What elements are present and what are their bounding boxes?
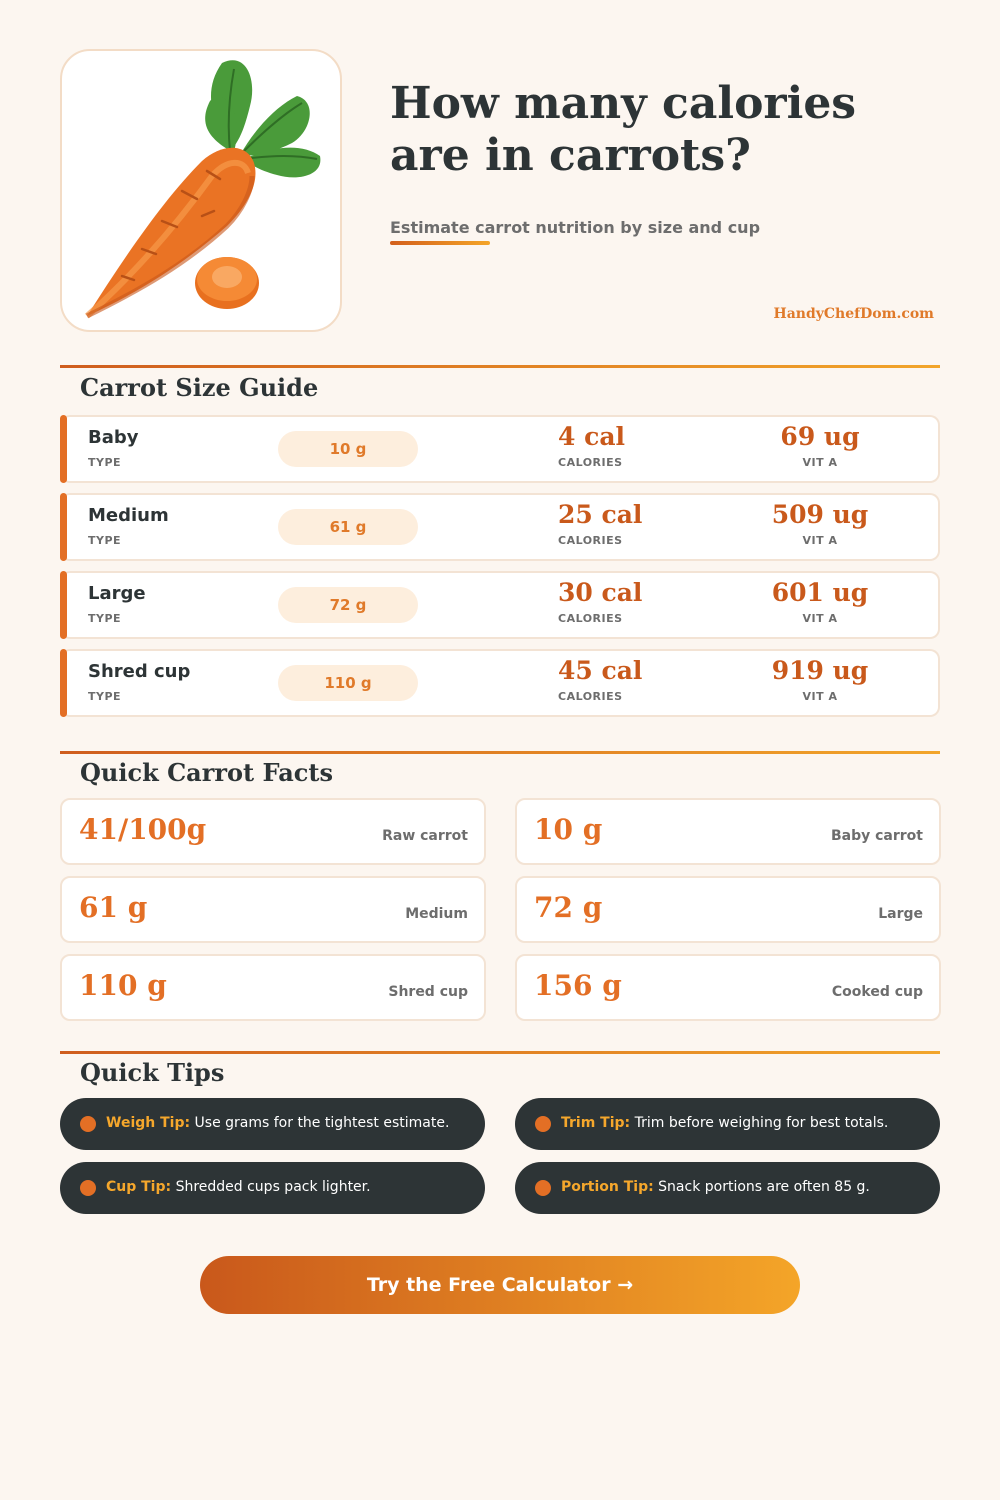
calories-label: CALORIES (558, 612, 623, 625)
calories-label: CALORIES (558, 456, 623, 469)
section-divider (60, 1051, 940, 1054)
vit-a-label: VIT A (802, 534, 838, 547)
tip-portion (515, 1162, 940, 1214)
vit-a-label: VIT A (802, 690, 838, 703)
fact-value: 10 g (534, 813, 603, 846)
vit-a-value: 69 ug (780, 422, 860, 451)
fact-label: Medium (405, 906, 468, 922)
fact-value: 72 g (534, 891, 603, 924)
section-divider (60, 365, 940, 368)
subtitle-underline (390, 241, 490, 245)
type-label: TYPE (88, 690, 122, 703)
facts-title: Quick Carrot Facts (80, 758, 333, 787)
size-row-baby (60, 415, 940, 483)
tip-label: Portion Tip: (561, 1179, 654, 1195)
vit-a-label: VIT A (802, 612, 838, 625)
size-name: Baby (88, 427, 139, 448)
tip-body: Use grams for the tightest estimate. (194, 1115, 450, 1131)
tip-cup (60, 1162, 485, 1214)
tip-body: Snack portions are often 85 g. (658, 1179, 870, 1195)
vit-a-value: 509 ug (771, 500, 869, 529)
page-title: How many calories are in carrots? (390, 78, 857, 181)
vit-a-value: 919 ug (771, 656, 869, 685)
type-label: TYPE (88, 612, 122, 625)
vit-a-value: 601 ug (771, 578, 869, 607)
tip-text (561, 1179, 870, 1195)
tip-body: Shredded cups pack lighter. (175, 1179, 371, 1195)
calories-value: 45 cal (558, 656, 643, 685)
bullet-dot-icon (80, 1180, 96, 1196)
tip-label: Trim Tip: (561, 1115, 631, 1131)
vit-a-label: VIT A (802, 456, 838, 469)
fact-card (515, 798, 941, 865)
row-accent-bar (60, 415, 67, 483)
fact-value: 156 g (534, 969, 622, 1002)
type-label: TYPE (88, 456, 122, 469)
size-name: Medium (88, 505, 169, 526)
calories-value: 4 cal (558, 422, 626, 451)
calories-label: CALORIES (558, 534, 623, 547)
size-name: Large (88, 583, 146, 604)
weight-pill: 10 g (278, 431, 418, 467)
weight-pill: 61 g (278, 509, 418, 545)
tip-text (106, 1179, 371, 1195)
weight-pill: 110 g (278, 665, 418, 701)
fact-value: 41/100g (79, 813, 207, 846)
brand-name: HandyChefDom.com (773, 306, 934, 322)
try-calculator-button[interactable]: Try the Free Calculator → (200, 1256, 800, 1314)
fact-card (60, 954, 486, 1021)
fact-label: Shred cup (388, 984, 468, 1000)
fact-card (515, 876, 941, 943)
calories-value: 30 cal (558, 578, 643, 607)
size-row-large (60, 571, 940, 639)
fact-card (515, 954, 941, 1021)
fact-card (60, 798, 486, 865)
tip-body: Trim before weighing for best totals. (634, 1115, 889, 1131)
row-accent-bar (60, 649, 67, 717)
row-accent-bar (60, 493, 67, 561)
size-name: Shred cup (88, 661, 191, 682)
tip-text (561, 1115, 888, 1131)
size-row-medium (60, 493, 940, 561)
row-accent-bar (60, 571, 67, 639)
weight-pill: 72 g (278, 587, 418, 623)
type-label: TYPE (88, 534, 122, 547)
fact-value: 61 g (79, 891, 148, 924)
bullet-dot-icon (80, 1116, 96, 1132)
fact-label: Large (878, 906, 923, 922)
page-subtitle: Estimate carrot nutrition by size and cup (390, 218, 761, 237)
bullet-dot-icon (535, 1116, 551, 1132)
tips-title: Quick Tips (80, 1058, 225, 1087)
size-row-shred-cup (60, 649, 940, 717)
bullet-dot-icon (535, 1180, 551, 1196)
tip-label: Weigh Tip: (106, 1115, 191, 1131)
section-divider (60, 751, 940, 754)
tip-trim (515, 1098, 940, 1150)
carrot-icon (62, 51, 340, 330)
calories-label: CALORIES (558, 690, 623, 703)
tip-label: Cup Tip: (106, 1179, 172, 1195)
tip-weigh (60, 1098, 485, 1150)
fact-value: 110 g (79, 969, 167, 1002)
fact-label: Raw carrot (382, 828, 468, 844)
fact-label: Cooked cup (831, 984, 923, 1000)
tip-text (106, 1115, 449, 1131)
size-guide-title: Carrot Size Guide (80, 373, 319, 402)
carrot-illustration (60, 49, 342, 332)
fact-label: Baby carrot (830, 828, 923, 844)
calories-value: 25 cal (558, 500, 643, 529)
fact-card (60, 876, 486, 943)
